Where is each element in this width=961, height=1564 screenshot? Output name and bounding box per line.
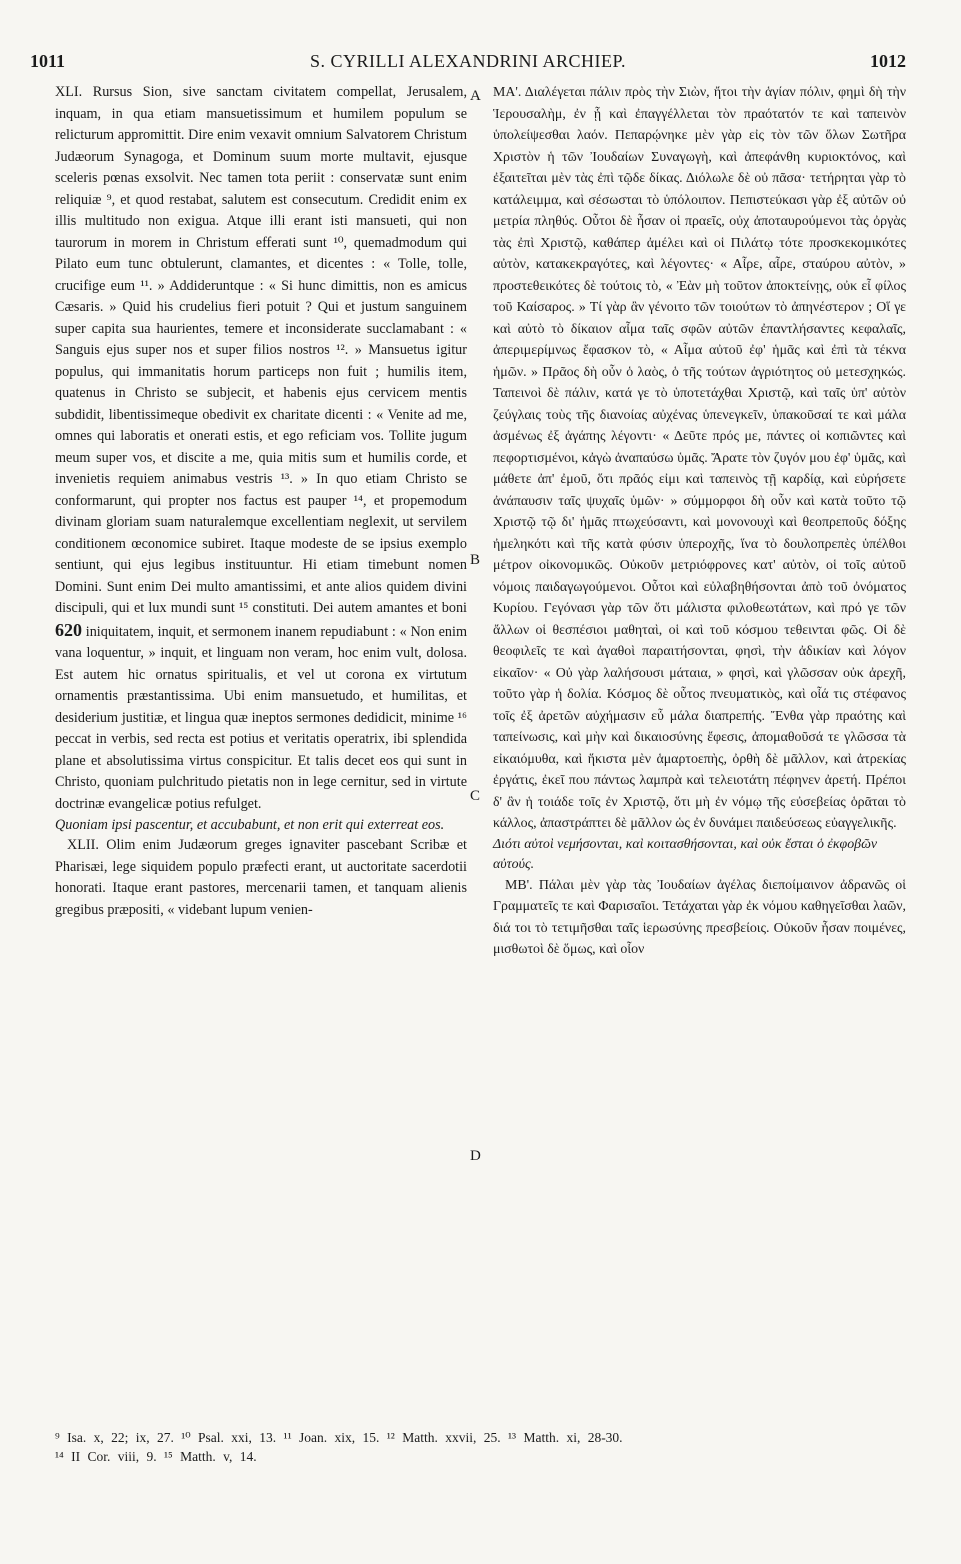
margin-letter-c: C	[470, 788, 481, 804]
margin-letter-a: A	[470, 88, 481, 104]
footnotes	[55, 1428, 907, 1466]
footnote-line-2: ¹⁴ II Cor. viii, 9. ¹⁵ Matth. v, 14.	[55, 1449, 257, 1464]
column-number-right: 1012	[870, 51, 906, 71]
latin-column	[55, 82, 467, 921]
column-number-left: 1011	[30, 51, 66, 71]
page-marker: 620	[55, 619, 82, 640]
latin-paragraph-xli	[55, 82, 467, 815]
latin-text-part-1: XLI. Rursus Sion, sive sanctam civitatem compellat, Jerusalem, inquam, in qua etiam mansuetissimum et humilem populum se relicturum appromittit. Dire enim vexavit omnium Salvatorem Christum Judæorum Synagoga, et Dominum suum morte multavit, ejusque sceleris pœnas exsolvit. Nec tamen tota periit : conservatæ sunt enim reliquiæ ⁹, et quod restabat, salutem est consecutum. Credidit enim ex illis multitudo non exigua. Atque illi erant isti mansueti, qui non taurorum in morem in Christum efferati sunt ¹⁰, quemadmodum qui Pilato eum tunc obtulerunt, clamantes, et dicentes : « Tolle, tolle, crucifige eum ¹¹. » Addideruntque : « Si hunc dimittis, non es amicus Cæsaris. » Quid his crudelius fieri potuit ? Qui et justum sanguinem super capita sua haurientes, temere et inconsiderate succlamabant : « Sanguis ejus super nos et super filios nostros ¹². » Mansuetus igitur populus, qui immanitatis horum particeps non fuit ; humilis item, quatenus in Christo se subjecit, et habenis ejus cervicem mentis subdidit, libentissimeque obedivit ex charitate dicenti : « Venite ad me, omnes qui laboratis et onerati estis, et ego reficiam vos. Tollite jugum meum super vos, et discite a me, quia mitis sum et humilis corde, et invenietis requiem animabus vestris ¹³. » In quo etiam Christo se conformarunt, qui propter nos factus est pauper ¹⁴, et propemodum divinam gloriam suam naturalemque excellentiam neglexit, ut servilem conditionem œconomice subiret. Itaque modeste de se ipsius exemplo sentiunt, qui ejus legibus instituuntur. Hi etiam timebunt nomen Domini. Sunt enim Dei multo amantissimi, et ante alios quidem divini discipuli, qui et lux mundi sunt ¹⁵ constituti. Dei autem amantes et boni	[55, 84, 467, 616]
running-title: S. CYRILLI ALEXANDRINI ARCHIEP.	[309, 51, 626, 71]
latin-paragraph-xlii: XLII. Olim enim Judæorum greges ignaviter pascebant Scribæ et Pharisæi, lege siquidem populo præfecti erant, ut auctoritate sacerdotii honorati. Itaque erant pastores, mercenarii tamen, et tanquam alienis gregibus præpositi, « videbant lupum venien-	[55, 837, 467, 918]
margin-letter-d: D	[470, 1148, 481, 1164]
greek-paragraph-ma: ΜΑ'. Διαλέγεται πάλιν πρὸς τὴν Σιὼν, ἤτοι τὴν ἁγίαν πόλιν, φημὶ δὴ τὴν Ἱερουσαλὴμ, ἐν ᾗ καὶ ἐπαγγέλλεται τὸν πραότατόν τε καὶ ταπεινὸν ὑπολείψεσθαι λαόν. Πεπαρῴνηκε μὲν γὰρ εἰς τὸν τῶν ὅλων Σωτῆρα Χριστὸν ἡ τῶν Ἰουδαίων Συναγωγὴ, καὶ ἀπεφάνθη κυριοκτόνος, καὶ ἐξαιτεῖται μὲν τὰς ἐπὶ τῷδε δίκας. Διόλωλε δὲ οὐ πᾶσα· τετήρηται γὰρ τὸ κατάλειμμα, καὶ σέσωσται τὸ ὑπόλοιπον. Πεπιστεύκασι γὰρ ἐξ αὐτῶν οὐ μετρία πληθύς. Οὗτοι δὲ ἦσαν οἱ πραεῖς, οὐχ ἀποταυρούμενοι τὰς ὀργὰς τὰς ἐπὶ Χριστῷ, καθάπερ ἀμέλει καὶ οἱ Πιλάτῳ τότε προσκεκομικότες αὐτὸν, κατακεκραγότες, καὶ λέγοντες· « Αἶρε, αἶρε, σταύρου αὐτὸν, » προστεθεικότες δὲ τούτοις τὸ, « Ἐὰν μὴ τοῦτον ἀποκτείνῃς, οὐκ εἶ φίλος τοῦ Καίσαρος. » Τί γὰρ ἂν γένοιτο τῶν τοιούτων τὸ ἀπηνέστερον ; Οἵ γε καὶ αὐτὸ τὸ δίκαιον αἷμα ταῖς σφῶν αὐτῶν ἐπαντλήσαντες κεφαλαῖς, ἀπεριμερίμνως ἔφασκον τὸ, « Αἷμα αὐτοῦ ἐφ' ἡμᾶς καὶ ἐπὶ τὰ τέκνα ἡμῶν. » Πρᾶος δὴ οὖν ὁ λαὸς, ὁ τῆς τούτων ἀγριότητος οὐ μετεσχηκώς. Ταπεινοὶ δὲ πάλιν, κατά γε τὸ ὑποτετάχθαι Χριστῷ, καὶ ταῖς ὑπ' αὐτὸν ζεύγλαις τοὺς τῆς διανοίας αὐχένας ὑπενεγκεῖν, ὑπακοῦσαί τε καὶ μάλα ἀσμένως ἐξ ἀγάπης λέγοντι· « Δεῦτε πρός με, πάντες οἱ κοπιῶντες καὶ πεφορτισμένοι, κἀγὼ ἀναπαύσω ὑμᾶς. Ἄρατε τὸν ζυγόν μου ἐφ' ὑμᾶς, καὶ μάθετε ἀπ' ἐμοῦ, ὅτι πρᾶός εἰμι καὶ ταπεινὸς τῇ καρδίᾳ, καὶ εὑρήσετε ἀνάπαυσιν ταῖς ψυχαῖς ὑμῶν· » σύμμορφοι δὴ οὖν καὶ κατὰ τοῦτο τῷ Χριστῷ τῷ δι' ἡμᾶς πτωχεύσαντι, καὶ μονονουχὶ καὶ θεοπρεποῦς δόξης ἠμεληκότι καὶ τῆς κατὰ φύσιν ὑπεροχῆς, ἵνα τὸ δουλοπρεπὲς ὑπέλθοι μέτρον οἰκονομικῶς. Οὐκοῦν μετριόφρονες κατ' αὐτὸν, οἱ τοῖς αὐτοῦ νόμοις παιδαγωγούμενοι. Οὗτοι καὶ εὐλαβηθήσονται ἀπὸ τοῦ ὀνόματος Κυρίου. Γεγόνασι γὰρ τῶν ὅτι μάλιστα φιλοθεωτάτων, καὶ πρό γε τῶν ἄλλων οἱ θεσπέσιοι μαθηταὶ, οἱ καὶ τοῦ κόσμου τεθεινται φῶς. Οἱ δὲ θεοφιλεῖς τε καὶ ἀγαθοὶ παραιτήσονται, φησὶ, τὴν ἀδικίαν καὶ λόγον εἰκαῖον· « Οὐ γὰρ λαλήσουσι μάταια, » φησὶ, καὶ γλῶσσαν οὐκ ἀρεχῆ, τοῦτο γὰρ ἡ δολία. Κόσμος δὲ οὗτος πνευματικὸς, καὶ οἷά τις στέφανος τοῖς ἐξ ἀρετῶν αὐχήμασιν εὖ μάλα διαπρεπής. Ἔνθα γὰρ πραότης καὶ ταπείνωσις, καὶ μὴν καὶ δικαιοσύνης ἔφεσις, ἀπομαθοῦσά τε γλῶσσα τὰ εἰκαιόμυθα, καὶ ἥκιστα μὲν ἁμαρτοεπὴς, ὀρθὴ δὲ μᾶλλον, καὶ ἀτρεκίας ἐργάτις, ἐκεῖ που πάντως λαμπρὰ καὶ τελειοτάτη πέφηνεν ἀρετή. Πρέποι δ' ἂν ἡ τοιάδε τοῖς ἐν Χριστῷ, ὅτι μὴ ἐν νόμῳ τῆς εὐσεβείας ὁρᾶται τὸ κάλλος, ἀπαστράπτει δὲ μᾶλλον ὡς ἐν δυνάμει παιδεύσεως εὐαγγελικῆς.	[493, 85, 906, 831]
greek-paragraph-mb: ΜΒ'. Πάλαι μὲν γὰρ τὰς Ἰουδαίων ἀγέλας διεποίμαινον ἀδρανῶς οἱ Γραμματεῖς τε καὶ Φαρισαῖοι. Τετάχαται γὰρ ἐκ νόμου καθηγεῖσθαι λαῶν, διά τοι τὸ τετιμῆσθαι ταῖς ἱερωσύνης πρεσβείοις. Οὐκοῦν ἦσαν ποιμένες, μισθωτοὶ δὲ ὅμως, καὶ οἷον	[493, 877, 906, 957]
latin-verse: Quoniam ipsi pascentur, et accubabunt, et non erit qui exterreat eos.	[55, 817, 445, 833]
margin-letter-b: B	[470, 552, 481, 568]
greek-column	[493, 82, 906, 961]
greek-verse: Διότι αὐτοὶ νεμήσονται, καὶ κοιτασθήσονται, καὶ οὐκ ἔσται ὁ ἐκφοβῶν αὐτούς.	[493, 836, 878, 872]
page-header	[30, 48, 906, 74]
footnote-line-1: ⁹ Isa. x, 22; ix, 27. ¹⁰ Psal. xxi, 13. ¹¹ Joan. xix, 15. ¹² Matth. xxvii, 25. ¹³ Matth. xi, 28-30.	[55, 1430, 623, 1445]
latin-text-part-2: iniquitatem, inquit, et sermonem inanem repudiabunt : « Non enim vana loquentur, » inquit, et linguam non veram, hoc enim vult, dolosa. Est autem hic ornatus spiritualis, et vel ut corona ex virtutum ornamentis præstantissima. Ubi enim mansuetudo, et humilitas, et desiderium justitiæ, et lingua quæ ineptos sermones dedidicit, minime ¹⁶ peccat in verbis, sed recta est potius et veritatis operatrix, ibi splendida plane et absolutissima virtus conspicitur. Et talis decet eos qui sunt in Christo, quoniam pulchritudo pietatis non in lege cernitur, sed in virtute doctrinæ evangelicæ potius refulget.	[55, 623, 467, 812]
